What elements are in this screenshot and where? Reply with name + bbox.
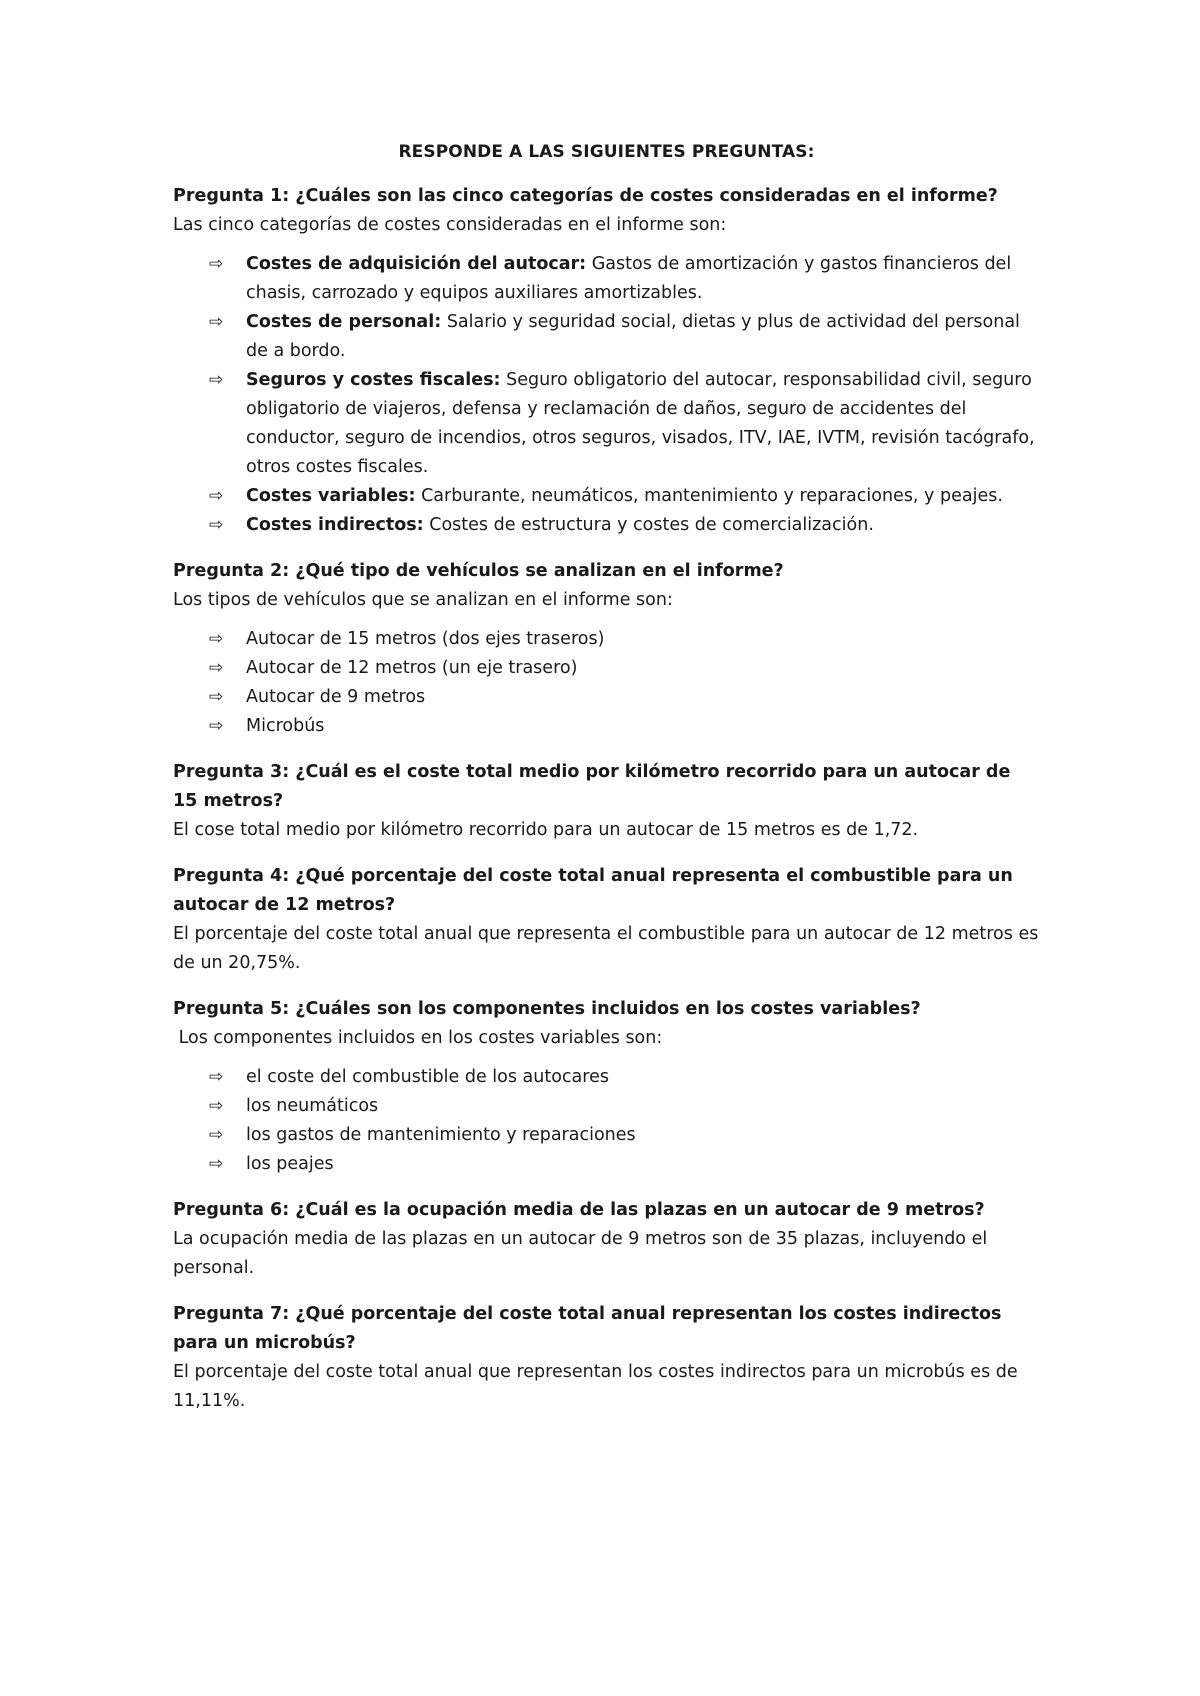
- list-item: [173, 308, 1040, 366]
- arrow-right-outline-icon: ⇨: [209, 1067, 224, 1087]
- question-heading: Pregunta 3: ¿Cuál es el coste total medio por kilómetro recorrido para un autocar de 15 metros?: [173, 762, 1011, 811]
- question-heading: Pregunta 7: ¿Qué porcentaje del coste total anual representan los costes indirectos para un microbús?: [173, 1304, 1002, 1353]
- list-item-text: Autocar de 12 metros (un eje trasero): [246, 658, 578, 678]
- question-block: [173, 557, 1040, 741]
- question-block: [173, 1300, 1040, 1416]
- list-item: [173, 366, 1040, 482]
- answer-text: Los componentes incluidos en los costes variables son:: [173, 1028, 663, 1048]
- answer-list: [173, 1063, 1040, 1179]
- list-item: [173, 1092, 1040, 1121]
- questions-list: [173, 182, 1044, 1416]
- answer-list: [173, 625, 1040, 741]
- list-item-text: los peajes: [246, 1154, 334, 1174]
- list-item-term: Seguros y costes fiscales:: [246, 370, 501, 390]
- question-block: [173, 995, 1040, 1179]
- answer-text: Los tipos de vehículos que se analizan en el informe son:: [173, 590, 673, 610]
- page-title: RESPONDE A LAS SIGUIENTES PREGUNTAS:: [398, 142, 815, 162]
- list-item-text: los neumáticos: [246, 1096, 379, 1116]
- question-block: [173, 1196, 1040, 1283]
- list-item: [173, 1150, 1040, 1179]
- list-item: [173, 511, 1040, 540]
- list-item: [173, 482, 1040, 511]
- list-item: [173, 712, 1040, 741]
- question-block: [173, 862, 1044, 978]
- question-heading: Pregunta 4: ¿Qué porcentaje del coste total anual representa el combustible para un autocar de 12 metros?: [173, 866, 1013, 915]
- list-item: [173, 683, 1040, 712]
- list-item-text: el coste del combustible de los autocares: [246, 1067, 609, 1087]
- arrow-right-outline-icon: ⇨: [209, 687, 224, 707]
- question-heading: Pregunta 1: ¿Cuáles son las cinco categorías de costes consideradas en el informe?: [173, 186, 998, 206]
- arrow-right-outline-icon: ⇨: [209, 1096, 224, 1116]
- list-item-text: Carburante, neumáticos, mantenimiento y reparaciones, y peajes.: [415, 486, 1003, 506]
- question-heading: Pregunta 2: ¿Qué tipo de vehículos se analizan en el informe?: [173, 561, 784, 581]
- list-item-text: Autocar de 9 metros: [246, 687, 426, 707]
- arrow-right-outline-icon: ⇨: [209, 370, 224, 390]
- list-item-text: Microbús: [246, 716, 325, 736]
- arrow-right-outline-icon: ⇨: [209, 716, 224, 736]
- answer-text: El cose total medio por kilómetro recorrido para un autocar de 15 metros es de 1,72.: [173, 820, 919, 840]
- answer-list: [173, 250, 1040, 540]
- answer-text: El porcentaje del coste total anual que representan los costes indirectos para un microbús es de 11,11%.: [173, 1362, 1024, 1411]
- arrow-right-outline-icon: ⇨: [209, 254, 224, 274]
- list-item-term: Costes de adquisición del autocar:: [246, 254, 587, 274]
- answer-text: Las cinco categorías de costes consideradas en el informe son:: [173, 215, 727, 235]
- list-item-text: Salario y seguridad social, dietas y plus de actividad del personal de a bordo.: [246, 312, 1026, 361]
- list-item-text: Seguro obligatorio del autocar, responsabilidad civil, seguro obligatorio de viajeros, defensa y reclamación de daños, seguro de accidentes del conductor, seguro de incendios, otros seguros, visados, ITV, IAE, IVTM, revisión tacógrafo, otros costes fiscales.: [246, 370, 1041, 477]
- list-item-text: Costes de estructura y costes de comercialización.: [423, 515, 874, 535]
- question-block: [173, 758, 1040, 845]
- list-item-term: Costes indirectos:: [246, 515, 424, 535]
- arrow-right-outline-icon: ⇨: [209, 629, 224, 649]
- question-heading: Pregunta 5: ¿Cuáles son los componentes incluidos en los costes variables?: [173, 999, 921, 1019]
- list-item-text: Autocar de 15 metros (dos ejes traseros): [246, 629, 605, 649]
- list-item-text: Gastos de amortización y gastos financieros del chasis, carrozado y equipos auxiliares amortizables.: [246, 254, 1017, 303]
- arrow-right-outline-icon: ⇨: [209, 312, 224, 332]
- list-item-term: Costes variables:: [246, 486, 416, 506]
- arrow-right-outline-icon: ⇨: [209, 486, 224, 506]
- answer-text: La ocupación media de las plazas en un autocar de 9 metros son de 35 plazas, incluyendo el personal.: [173, 1229, 993, 1278]
- list-item-text: los gastos de mantenimiento y reparaciones: [246, 1125, 636, 1145]
- list-item: [173, 1063, 1040, 1092]
- answer-text: El porcentaje del coste total anual que representa el combustible para un autocar de 12 metros es de un 20,75%.: [173, 924, 1044, 973]
- arrow-right-outline-icon: ⇨: [209, 658, 224, 678]
- list-item: [173, 1121, 1040, 1150]
- list-item: [173, 250, 1040, 308]
- list-item-term: Costes de personal:: [246, 312, 442, 332]
- arrow-right-outline-icon: ⇨: [209, 515, 224, 535]
- list-item: [173, 625, 1040, 654]
- arrow-right-outline-icon: ⇨: [209, 1154, 224, 1174]
- question-heading: Pregunta 6: ¿Cuál es la ocupación media de las plazas en un autocar de 9 metros?: [173, 1200, 985, 1220]
- arrow-right-outline-icon: ⇨: [209, 1125, 224, 1145]
- question-block: [173, 182, 1040, 540]
- list-item: [173, 654, 1040, 683]
